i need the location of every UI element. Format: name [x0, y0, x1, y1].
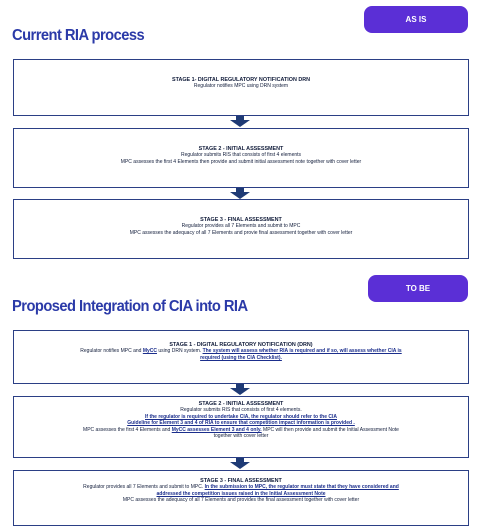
- stage-line: Regulator notifies MPC and MyCC using DRN system. The system will assess whether RIA is required and if so, will assess whether CIA is: [80, 348, 402, 355]
- stage-line: Regulator submits RIS that consists of first 4 elements.: [180, 407, 302, 414]
- stage-line: addressed the competition issues raised in the Initial Assessment Note: [156, 490, 326, 497]
- current-ria-heading: Current RIA process: [12, 27, 145, 44]
- to-be-stage-3: [13, 470, 469, 526]
- as-is-stage-3: [13, 199, 469, 259]
- stage-line: Regulator notifies MPC using DRN system: [193, 83, 289, 90]
- proposed-integration-heading: Proposed Integration of CIA into RIA: [12, 298, 248, 315]
- stage-line: MPC assesses the first 4 Elements and MyCC assesses Element 3 and 4 only. MPC will then provide and submit the Initial Assessment Note: [83, 426, 399, 433]
- stage-title: STAGE 3 - FINAL ASSESSMENT: [200, 478, 282, 484]
- stage-line: If the regulator is required to undertake CIA, the regulator should refer to the CIA: [145, 413, 337, 420]
- stage-title: STAGE 1- DIGITAL REGULATORY NOTIFICATION DRN: [171, 77, 311, 83]
- as-is-stage-2: [13, 128, 469, 188]
- stage-line: Regulator submits RIS that consists of first 4 elements: [180, 152, 302, 159]
- stage-line: MPC assesses the adequacy of all 7 Elements and provie final assessment together with cover letter: [129, 229, 353, 236]
- stage-line: required (using the CIA Checklist).: [200, 354, 282, 361]
- stage-line: together with cover letter: [213, 433, 269, 440]
- stage-line: Regulator provides all 7 Elements and submit to MPC. In the submission to MPC, the regulator must state that they have considered and: [83, 484, 399, 491]
- stage-title: STAGE 2 - INITIAL ASSESSMENT: [198, 401, 284, 407]
- stage-line: Guideline for Element 3 and 4 of RIA to ensure that competition impact information is provided .: [127, 420, 355, 427]
- stage-title: STAGE 3 - FINAL ASSESSMENT: [200, 217, 282, 223]
- stage-line: MPC assesses the adequacy of all 7 Elements and provides the final assessment together with cover letter: [122, 497, 360, 504]
- to-be-stage-1: [13, 330, 469, 384]
- to-be-badge: TO BE: [368, 275, 468, 302]
- stage-title: STAGE 1 - DIGITAL REGULATORY NOTIFICATION (DRN): [169, 342, 313, 348]
- to-be-stage-2: [13, 396, 469, 458]
- stage-line: MPC assesses the first 4 Elements then provide and submit initial assessment note together with cover letter: [120, 158, 362, 165]
- stage-title: STAGE 2 - INITIAL ASSESSMENT: [198, 146, 284, 152]
- as-is-stage-1: [13, 59, 469, 116]
- stage-line: Regulator provides all 7 Elements and submit to MPC: [181, 223, 301, 230]
- as-is-badge: AS IS: [364, 6, 468, 33]
